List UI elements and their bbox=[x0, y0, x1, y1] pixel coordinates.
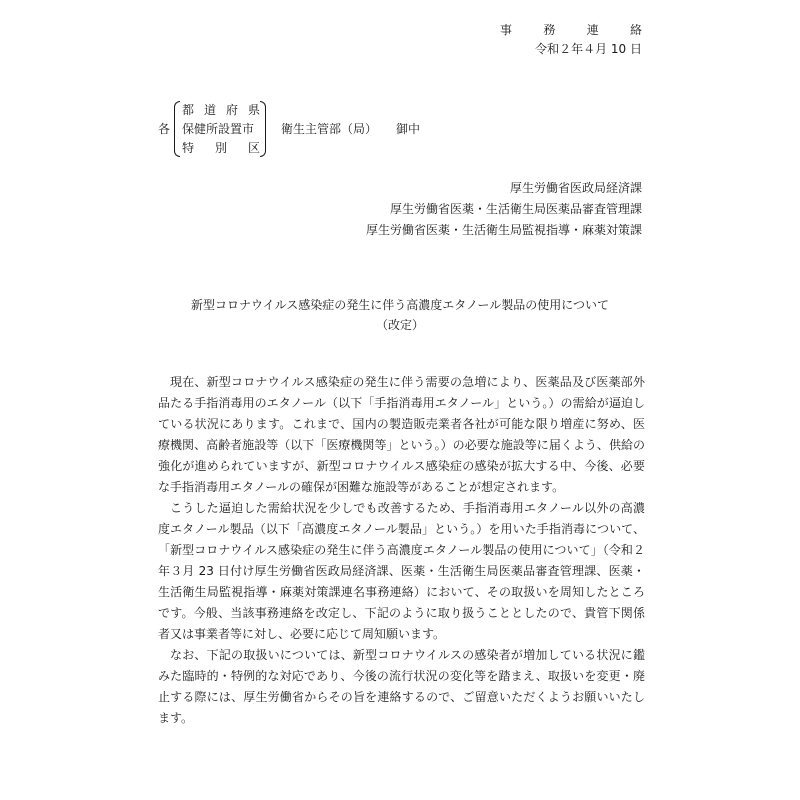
left-bracket bbox=[174, 101, 180, 157]
notice-label bbox=[500, 22, 642, 38]
addressee-honorific: 御中 bbox=[396, 122, 421, 136]
addressee-prefix: 各 bbox=[158, 122, 171, 136]
notice-char: 連 bbox=[586, 23, 599, 37]
notice-char: 絡 bbox=[629, 23, 642, 37]
sender-list bbox=[366, 178, 642, 241]
notice-char: 事 bbox=[500, 23, 513, 37]
addressee-department: 衛生主管部（局） bbox=[281, 122, 378, 136]
sender-item: 厚生労働省医薬・生活衛生局医薬品審査管理課 bbox=[389, 202, 642, 216]
body-paragraph: 現在、新型コロナウイルス感染症の発生に伴う需要の急増により、医薬品及び医薬部外品たる手指消毒用のエタノール（以下「手指消毒用エタノール」という。）の需給が逼迫している状況にあります。これまで、国内の製造販売業者各社が可能な限り増産に努め、医療機関、高齢者施設等（以下「医療機関等」という。）の必要な施設等に届くよう、供給の強化が進められていますが、新型コロナウイルス感染症の感染が拡大する中、今後、必要な手指消毒用エタノールの確保が困難な施設等があることが想定されます。 bbox=[158, 375, 645, 494]
notice-char: 務 bbox=[543, 23, 556, 37]
title-main: 新型コロナウイルス感染症の発生に伴う高濃度エタノール製品の使用について bbox=[190, 298, 610, 312]
document-title bbox=[150, 295, 650, 335]
issue-date: 令和２年４月 10 日 bbox=[535, 42, 642, 56]
addressee-line-special-wards: 特 別 区 bbox=[182, 141, 260, 155]
title-sub: （改定） bbox=[375, 318, 424, 332]
sender-item: 厚生労働省医薬・生活衛生局監視指導・麻薬対策課 bbox=[365, 223, 642, 237]
addressee-line-health-center-cities: 保健所設置市 bbox=[182, 122, 255, 136]
addressee-line-prefectures: 都 道 府 県 bbox=[182, 103, 260, 117]
body-paragraph: こうした逼迫した需給状況を少しでも改善するため、手指消毒用エタノール以外の高濃度エタノール製品（以下「高濃度エタノール製品」という。）を用いた手指消毒について、「新型コロナウイルス感染症の発生に伴う高濃度エタノール製品の使用について」（令和２年３月 23 日付け厚生労働省医政局経済課、医薬・生活衛生局医薬品審査管理課、医薬・生活衛生局監視指導・麻薬対策課連名事務連絡）において、その取扱いを周知したところです。今般、当該事務連絡を改定し、下記のように取り扱うこととしたので、貴管下関係者又は事業者等に対し、必要に応じて周知願います。 bbox=[158, 501, 645, 641]
document-body bbox=[158, 372, 645, 729]
sender-item: 厚生労働省医政局経済課 bbox=[509, 181, 642, 195]
addressee-bracket-group bbox=[174, 101, 266, 157]
right-bracket bbox=[260, 101, 266, 157]
body-paragraph: なお、下記の取扱いについては、新型コロナウイルスの感染者が増加している状況に鑑みた臨時的・特例的な対応であり、今後の流行状況の変化等を踏まえ、取扱いを変更・廃止する際には、厚生労働省からその旨を連絡するので、ご留意いただくようお願いいたします。 bbox=[158, 648, 645, 725]
